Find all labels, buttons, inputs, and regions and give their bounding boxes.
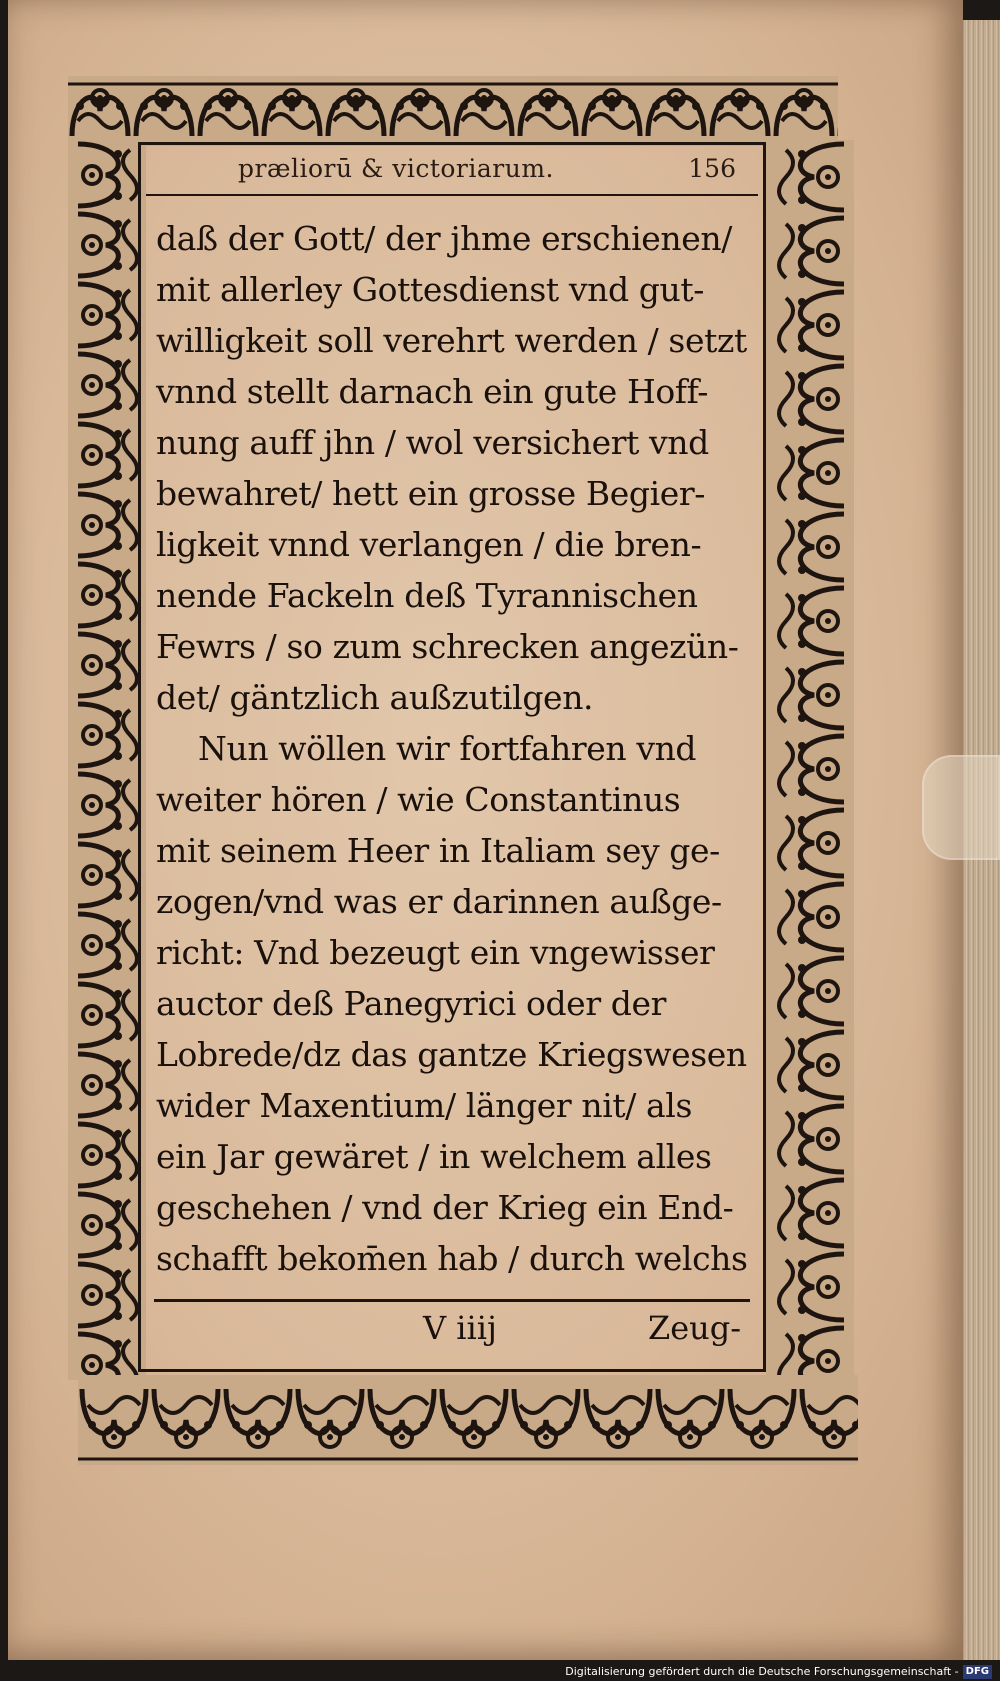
body-text	[156, 213, 756, 1284]
page-marker-tab	[922, 755, 1000, 860]
running-head-rule	[146, 194, 758, 196]
running-head	[138, 150, 766, 200]
text-line: ligkeit vnnd verlangen / die bren-	[156, 525, 702, 564]
ornamental-border-bottom	[78, 1375, 858, 1465]
text-line: nung auff jhn / wol versichert vnd	[156, 423, 709, 462]
text-line: mit seinem Heer in Italiam sey ge-	[156, 831, 720, 870]
text-line: Fewrs / so zum schrecken angezün-	[156, 627, 739, 666]
text-line: bewahret/ hett ein grosse Begier-	[156, 474, 705, 513]
dfg-logo: DFG	[963, 1665, 992, 1679]
ornamental-border-left	[68, 140, 146, 1380]
digitization-credit	[561, 1663, 996, 1681]
ornamental-border-right	[766, 140, 854, 1380]
text-line: geschehen / vnd der Krieg ein End-	[156, 1188, 734, 1227]
text-line: daß der Gott/ der jhme erschienen/	[156, 219, 732, 258]
text-line: vnnd stellt darnach ein gute Hoff-	[156, 372, 709, 411]
text-line: mit allerley Gottesdienst vnd gut-	[156, 270, 704, 309]
running-head-title: præliorū & victoriarum.	[238, 154, 554, 183]
paragraph-start-line: Nun wöllen wir fortfahren vnd	[198, 729, 697, 768]
text-line: richt: Vnd bezeugt ein vngewisser	[156, 933, 715, 972]
text-line: auctor deß Panegyrici oder der	[156, 984, 667, 1023]
text-line: Lobrede/dz das gantze Kriegswesen	[156, 1035, 747, 1074]
text-line: schafft bekom̄en hab / durch welchs	[156, 1239, 748, 1278]
page-number: 156	[688, 154, 736, 183]
text-line: zogen/vnd was er darinnen außge-	[156, 882, 722, 921]
text-line: det/ gäntzlich außzutilgen.	[156, 678, 594, 717]
text-line: wider Maxentium/ länger nit/ als	[156, 1086, 692, 1125]
credit-text: Digitalisierung gefördert durch die Deutsche Forschungsgemeinschaft -	[565, 1665, 959, 1678]
text-line: nende Fackeln deß Tyrannischen	[156, 576, 698, 615]
text-line: weiter hören / wie Constantinus	[156, 780, 681, 819]
book-page	[8, 0, 963, 1660]
signature-mark: V iiij	[423, 1309, 497, 1347]
text-line: ein Jar gewäret / in welchem alles	[156, 1137, 712, 1176]
footer-rule	[154, 1299, 750, 1302]
text-line: willigkeit soll verehrt werden / setzt	[156, 321, 747, 360]
catchword: Zeug-	[648, 1309, 742, 1347]
ornamental-border-top	[68, 76, 838, 146]
